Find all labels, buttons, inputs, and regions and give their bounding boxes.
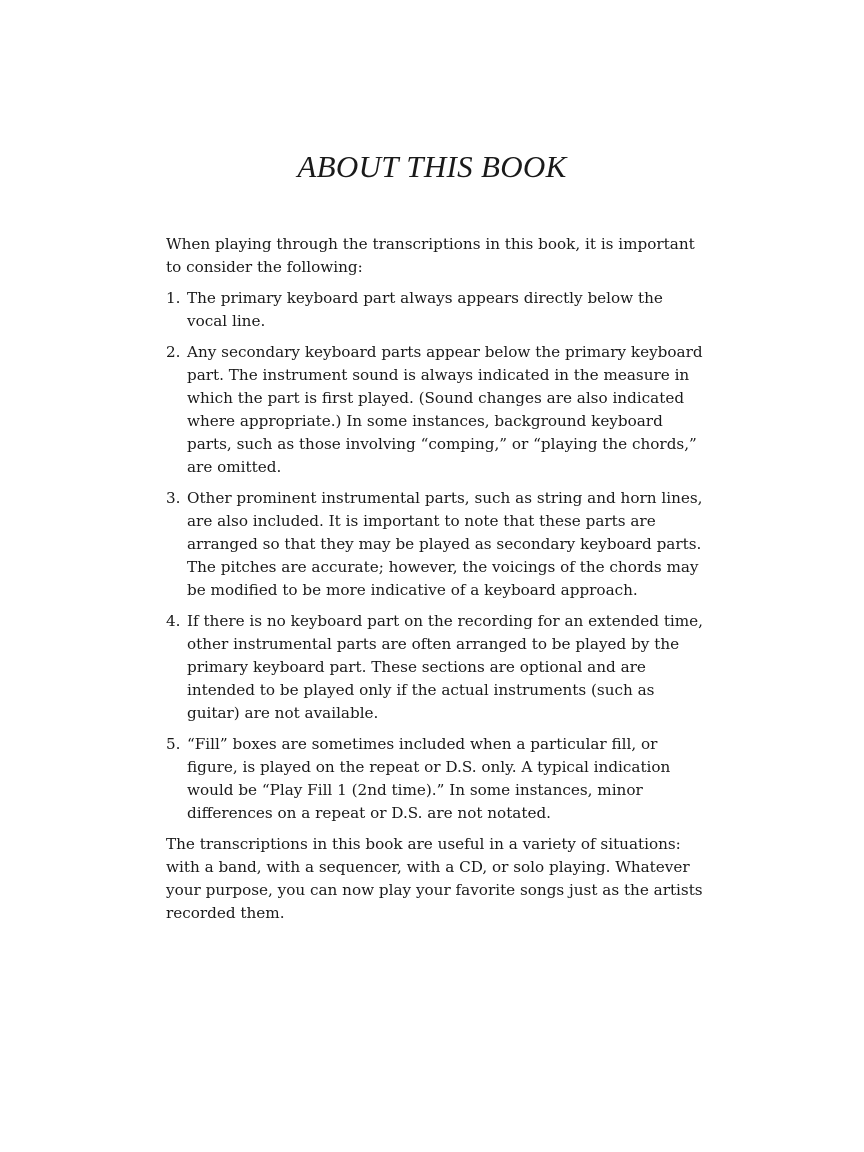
list-item-text: If there is no keyboard part on the recording for an extended time, other instrumental parts are often arranged to be played by the primary keyboard part. These sections are optional and are intended to be played only if the actual instruments (such as guitar) are not available. — [187, 612, 703, 722]
list-item-number: 3. — [166, 489, 181, 507]
list-item-text: The primary keyboard part always appears directly below the vocal line. — [187, 289, 663, 330]
body-text — [166, 233, 706, 925]
list-item-number: 1. — [166, 289, 181, 307]
list-item-text: Any secondary keyboard parts appear below the primary keyboard part. The instrument sound is always indicated in the measure in which the part is first played. (Sound changes are also indicated where appropriate.) In some instances, background keyboard parts, such as those involving “comping,” or “playing the chords,” are omitted. — [187, 343, 703, 476]
list-item-number: 5. — [166, 735, 181, 753]
intro-paragraph: When playing through the transcriptions in this book, it is important to consider the following: — [166, 235, 695, 276]
closing-paragraph: The transcriptions in this book are useful in a variety of situations: with a band, with a sequencer, with a CD, or solo playing. Whatever your purpose, you can now play your favorite songs just as the artists recorded them. — [166, 835, 703, 922]
list-item-text: Other prominent instrumental parts, such as string and horn lines, are also included. It is important to note that these parts are arranged so that they may be played as secondary keyboard parts. The pitches are accurate; however, the voicings of the chords may be modified to be more indicative of a keyboard approach. — [187, 489, 703, 599]
list-item-number: 2. — [166, 343, 181, 361]
page-title: ABOUT THIS BOOK — [297, 149, 567, 184]
list-item-number: 4. — [166, 612, 181, 630]
list-item — [166, 733, 706, 825]
list-item — [166, 487, 706, 602]
list-item-text: “Fill” boxes are sometimes included when a particular fill, or figure, is played on the repeat or D.S. only. A typical indication would be “Play Fill 1 (2nd time).” In some instances, minor differences on a repeat or D.S. are not notated. — [187, 735, 671, 822]
list-item — [166, 287, 706, 333]
numbered-list — [166, 287, 706, 825]
list-item — [166, 341, 706, 479]
list-item — [166, 610, 706, 725]
